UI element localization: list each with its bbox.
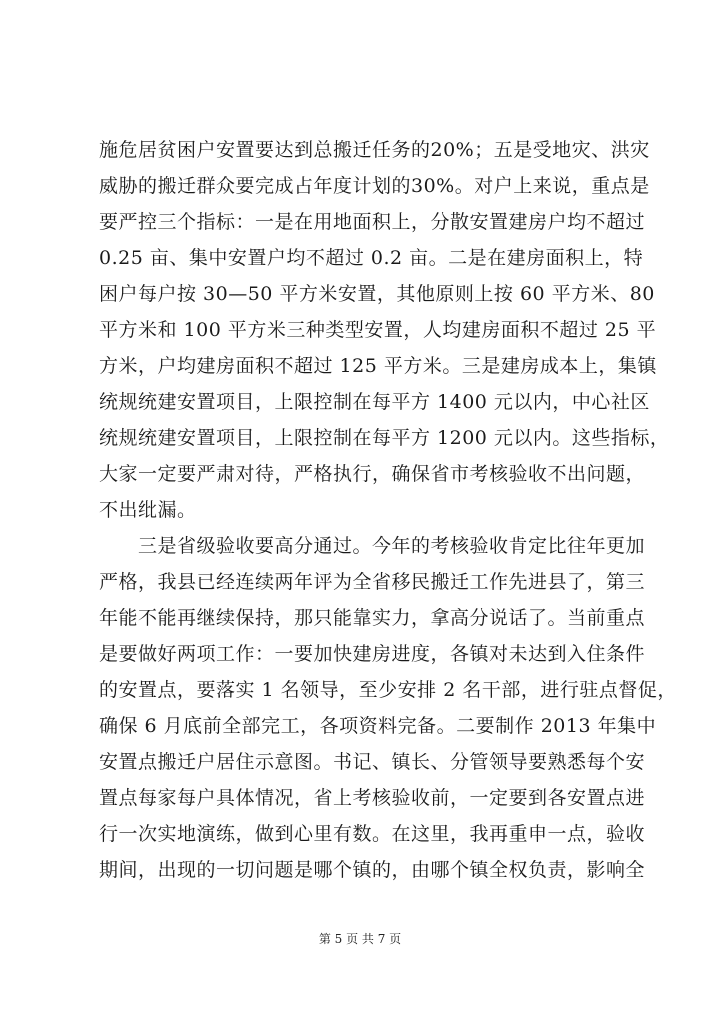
text-line: 方米，户均建房面积不超过 125 平方米。三是建房成本上，集镇	[99, 355, 657, 377]
text-line: 置点每家每户具体情况，省上考核验收前，一定要到各安置点进	[99, 787, 646, 809]
page-number-footer: 第 5 页 共 7 页	[318, 932, 402, 946]
text-line: 统规统建安置项目，上限控制在每平方 1200 元以内。这些指标，	[99, 427, 670, 449]
text-line: 的安置点，要落实 1 名领导，至少安排 2 名干部，进行驻点督促，	[99, 679, 677, 701]
text-line: 威胁的搬迁群众要完成占年度计划的30%。对户上来说，重点是	[99, 175, 650, 197]
text-line: 三是省级验收要高分通过。今年的考核验收肯定比往年更加	[99, 535, 646, 557]
text-line: 行一次实地演练，做到心里有数。在这里，我再重申一点，验收	[99, 823, 646, 845]
text-line: 严格，我县已经连续两年评为全省移民搬迁工作先进县了，第三	[99, 571, 646, 593]
text-line: 安置点搬迁户居住示意图。书记、镇长、分管领导要熟悉每个安	[99, 751, 646, 773]
text-line: 期间，出现的一切问题是哪个镇的，由哪个镇全权负责，影响全	[99, 859, 646, 881]
text-line: 是要做好两项工作：一要加快建房进度，各镇对未达到入住条件	[99, 643, 646, 665]
text-line: 施危居贫困户安置要达到总搬迁任务的20%；五是受地灾、洪灾	[99, 139, 650, 161]
text-line: 不出纰漏。	[99, 499, 197, 521]
text-line: 确保 6 月底前全部完工，各项资料完备。二要制作 2013 年集中	[99, 715, 657, 737]
text-line: 0.25 亩、集中安置户均不超过 0.2 亩。二是在建房面积上，特	[99, 247, 644, 269]
text-line: 统规统建安置项目，上限控制在每平方 1400 元以内，中心社区	[99, 391, 650, 413]
text-line: 年能不能再继续保持，那只能靠实力，拿高分说话了。当前重点	[99, 607, 646, 629]
text-line: 平方米和 100 平方米三种类型安置，人均建房面积不超过 25 平	[99, 319, 657, 341]
text-line: 大家一定要严肃对待，严格执行，确保省市考核验收不出问题，	[99, 463, 646, 485]
text-line: 要严控三个指标：一是在用地面积上，分散安置建房户均不超过	[99, 211, 646, 233]
text-line: 困户每户按 30—50 平方米安置，其他原则上按 60 平方米、80	[99, 283, 655, 305]
